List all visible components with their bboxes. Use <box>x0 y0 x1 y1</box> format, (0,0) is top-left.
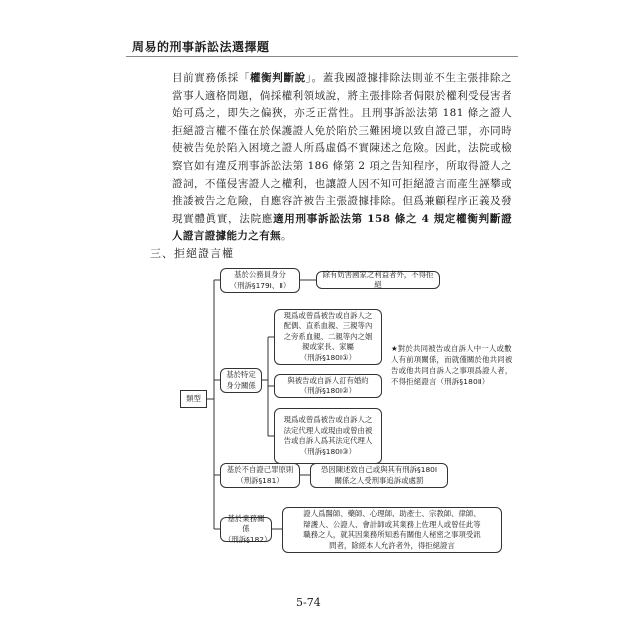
category-special-relation-label-2: 身分關係 <box>226 380 256 390</box>
category-self-incrimination <box>220 463 300 488</box>
sub1-line-5: （刑訴§180Ⅰ①） <box>299 352 357 362</box>
diagram-root-label: 類型 <box>186 393 201 403</box>
category-professional-article: （刑訴§182） <box>224 534 272 544</box>
special-relation-legal-guardian <box>274 408 382 464</box>
sub3-line-1: 現爲或曾爲被告或自訴人之 <box>283 415 373 424</box>
diagram-root-box <box>180 390 207 408</box>
rule-self-incrimination <box>310 463 448 488</box>
category-special-relation <box>220 368 262 393</box>
rule-professional-line-4: 問者，除經本人允許者外，得拒絕證言 <box>329 540 455 550</box>
rule-self-incrimination-line-1: 恐因陳述致自己或與其有刑訴§180Ⅰ <box>320 465 438 474</box>
sub3-line-4: （刑訴§180Ⅰ③） <box>299 446 357 456</box>
sub1-line-1: 現爲或曾爲被告或自訴人之 <box>283 310 373 320</box>
rule-public-duty <box>316 271 440 289</box>
category-public-duty-article: （刑訴§179Ⅰ、Ⅱ） <box>229 280 291 290</box>
paragraph-text-3: 。 <box>281 230 292 243</box>
sub1-line-4: 親或家長、家屬 <box>302 342 354 352</box>
rule-professional-line-3: 職務之人，就其因業務所知悉有關他人秘密之事項受訊 <box>303 530 481 539</box>
sub2-line-2: （刑訴§180Ⅰ②） <box>299 386 357 395</box>
sub3-line-2: 法定代理人或現由或曾由被 <box>283 425 373 435</box>
paragraph-text-1: 目前實務係採「 <box>172 72 251 84</box>
category-self-incrimination-label: 基於不自證己罪原則 <box>226 465 294 474</box>
paragraph-text-2: 」。蓋我國證據排除法則並不生主張排除之當事人適格問題，倘採權利領域說，將主張排除者侷限於權利受侵害者始可爲之，即失之偏狹，亦乏正當性。且刑事訴訟法第 181 條之證人拒絕證言權不僅在於保護證人免於陷於三難困境以致自證己罪，亦同時使被告免於陷入困境之證人所爲虛僞不實陳述之危險。因此，法院或檢察官如有違反刑事訴訟法第 186 條第 2 項之告知程序，所取得證人之證詞，不僅侵害證人之權利，也讓證人因不知可拒絕證言而產生誣攀或推諉被告之危險，自應容許被告主張證據排除。但爲兼顧程序正義及發現實體眞實，法院應 <box>172 72 512 225</box>
sub2-line-1: 與被告或自訴人訂有婚約 <box>287 375 369 385</box>
sub1-line-2: 配偶、直系血親、三親等內 <box>283 321 373 331</box>
category-public-duty-label: 基於公務員身分 <box>234 270 286 279</box>
rule-professional-line-2: 辯護人、公證人、會計師或其業務上佐理人或曾任此等 <box>303 519 481 529</box>
category-special-relation-label-1: 基於特定 <box>226 370 256 379</box>
paragraph-bold-term: 權衡判斷說 <box>250 72 306 84</box>
co-defendant-note: ★對於共同被告或自訴人中一人或數人有前項關係，而就僅關於他共同被告或他共同自訴人之事項爲證人者，不得拒絕證言（刑訴§180Ⅱ） <box>391 344 513 386</box>
category-professional-label: 基於業務關係 <box>227 513 265 534</box>
category-public-duty <box>220 268 300 293</box>
rule-professional <box>282 507 502 553</box>
sub1-line-3: 之旁系血親、二親等內之姻 <box>283 331 373 341</box>
sub3-line-3: 告或自訴人爲其法定代理人 <box>283 436 373 445</box>
section-heading: 三、拒絕證言權 <box>150 247 234 260</box>
page-number: 5-74 <box>296 596 321 609</box>
rule-professional-line-1: 證人爲醫師、藥師、心理師、助產士、宗教師、律師、 <box>303 509 481 518</box>
rule-public-duty-text: 除有妨害國家之利益者外，不得拒絕 <box>322 269 434 289</box>
paragraph-bold-conclusion: 適用刑事訴訟法第 158 條之 4 規定權衡判斷證人證言證據能力之有無 <box>172 212 512 243</box>
special-relation-betrothed <box>274 374 382 398</box>
running-header-title: 周易的刑事訴訟法選擇題 <box>132 40 270 54</box>
category-self-incrimination-article: （刑訴§181） <box>236 475 284 485</box>
rule-self-incrimination-line-2: 關係之人受刑事追訴或處罰 <box>334 475 424 485</box>
special-relation-spouse-kin <box>274 309 382 365</box>
category-professional <box>220 513 272 544</box>
